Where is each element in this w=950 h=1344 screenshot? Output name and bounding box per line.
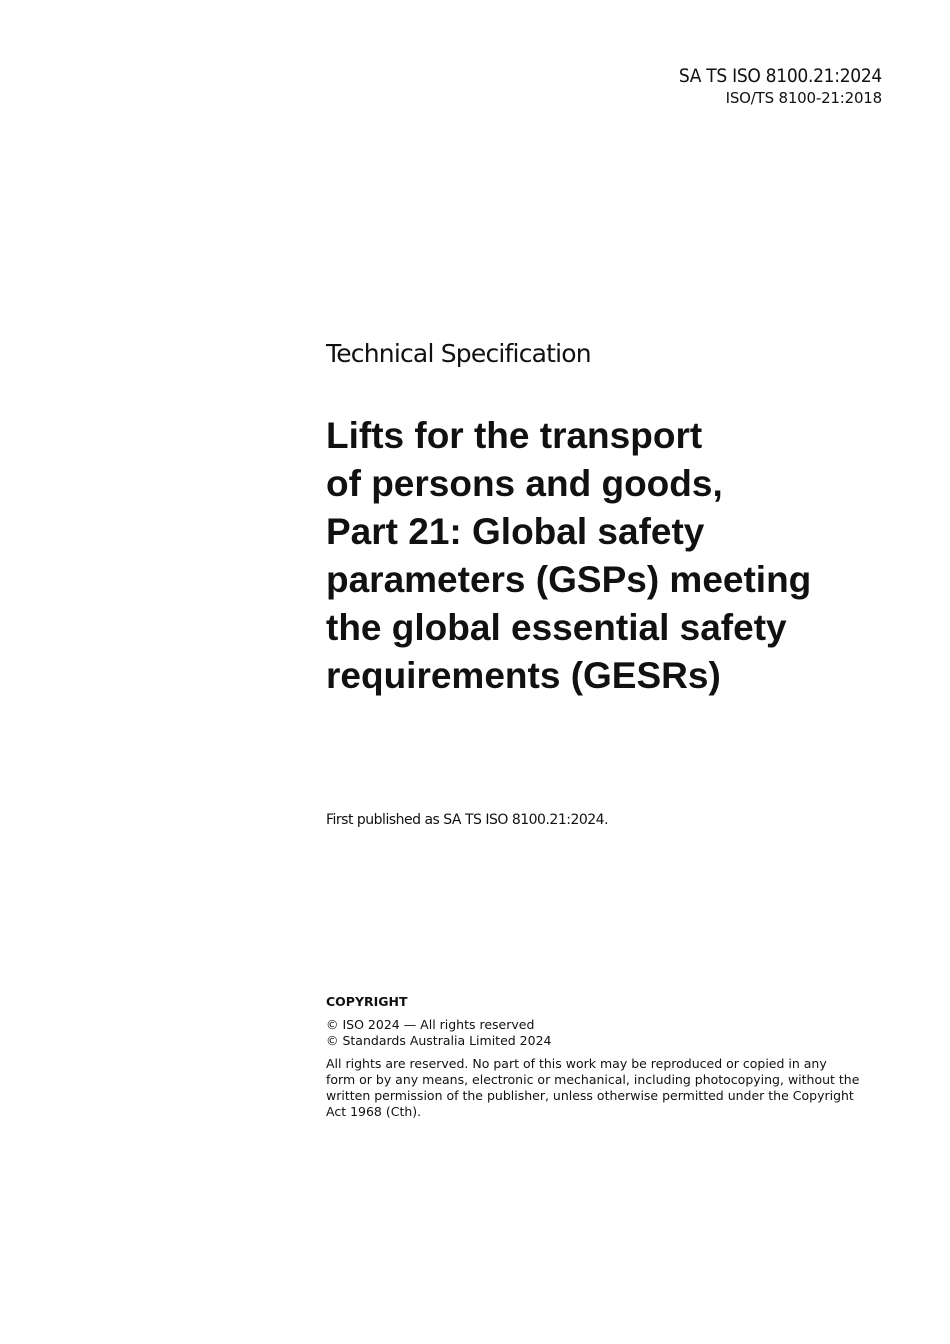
copyright-heading: COPYRIGHT [326, 994, 408, 1009]
copyright-notices [326, 1017, 552, 1049]
iso-number: ISO/TS 8100-21:2018 [725, 89, 882, 107]
copyright-line-iso: © ISO 2024 — All rights reserved [326, 1017, 535, 1032]
document-identifiers [679, 64, 882, 108]
rights-line: Act 1968 (Cth). [326, 1104, 422, 1119]
document-type: Technical Specification [326, 339, 591, 368]
copyright-line-sa: © Standards Australia Limited 2024 [326, 1033, 552, 1048]
title-line: of persons and goods, [326, 463, 723, 504]
rights-line: form or by any means, electronic or mechanical, including photocopying, without the [326, 1072, 860, 1087]
rights-statement [326, 1056, 860, 1120]
first-published-note: First published as SA TS ISO 8100.21:2024. [326, 812, 609, 828]
rights-line: All rights are reserved. No part of this work may be reproduced or copied in any [326, 1056, 827, 1071]
title-line: requirements (GESRs) [326, 655, 721, 696]
document-title [326, 412, 866, 700]
standard-number: SA TS ISO 8100.21:2024 [678, 65, 882, 87]
title-line: Lifts for the transport [326, 415, 703, 456]
title-line: the global essential safety [326, 607, 787, 648]
title-line: parameters (GSPs) meeting [326, 559, 812, 600]
title-line: Part 21: Global safety [326, 511, 705, 552]
rights-line: written permission of the publisher, unless otherwise permitted under the Copyright [326, 1088, 854, 1103]
